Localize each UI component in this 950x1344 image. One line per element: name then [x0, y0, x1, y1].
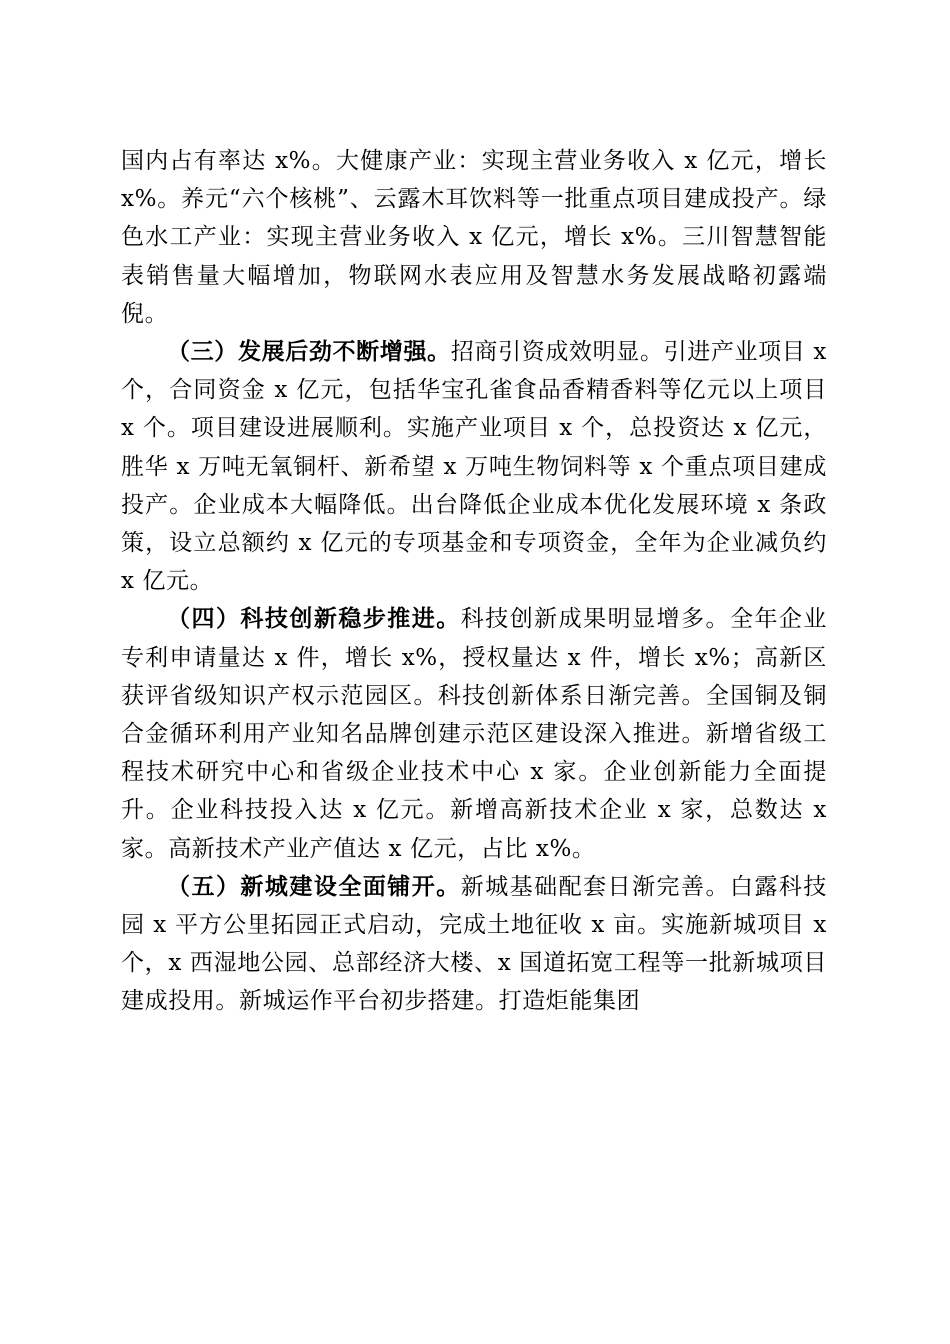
section-heading-5: （五）新城建设全面铺开。 — [167, 872, 461, 900]
paragraph-continued — [121, 142, 827, 333]
section-heading-4: （四）科技创新稳步推进。 — [167, 605, 461, 633]
section-heading-3: （三）发展后劲不断增强。 — [167, 338, 451, 366]
paragraph-text: 招商引资成效明显。引进产业项目 x 个，合同资金 x 亿元，包括华宝孔雀食品香精香料等亿元以上项目 x 个。项目建设进展顺利。实施产业项目 x 个，总投资达 x 亿元，胜华 x 万吨无氧铜杆、新希望 x 万吨生物饲料等 x 个重点项目建成投产。企业成本大幅降低。出台降低企业成本优化发展环境 x 条政策，设立总额约 x 亿元的专项基金和专项资金，全年为企业减负约 x 亿元。 — [121, 339, 827, 595]
paragraph-text: 国内占有率达 x%。大健康产业：实现主营业务收入 x 亿元，增长 x%。养元“六个核桃”、云露木耳饮料等一批重点项目建成投产。绿色水工产业：实现主营业务收入 x 亿元，增长 x%。三川智慧智能表销售量大幅增加，物联网水表应用及智慧水务发展战略初露端倪。 — [121, 148, 827, 327]
paragraph-section-3 — [121, 333, 827, 600]
document-body — [121, 142, 827, 1021]
paragraph-section-4 — [121, 600, 827, 867]
paragraph-section-5 — [121, 868, 827, 1021]
paragraph-text: 新城基础配套日渐完善。白露科技园 x 平方公里拓园正式启动，完成土地征收 x 亩。实施新城项目 x 个，x 西湿地公园、总部经济大楼、x 国道拓宽工程等一批新城项目建成投用。新城运作平台初步搭建。打造炬能集团 — [121, 873, 828, 1015]
paragraph-text: 科技创新成果明显增多。全年企业专利申请量达 x 件，增长 x%，授权量达 x 件，增长 x%；高新区获评省级知识产权示范园区。科技创新体系日渐完善。全国铜及铜合金循环利用产业知名品牌创建示范区建设深入推进。新增省级工程技术研究中心和省级企业技术中心 x 家。企业创新能力全面提升。企业科技投入达 x 亿元。新增高新技术企业 x 家，总数达 x 家。高新技术产业产值达 x 亿元，占比 x%。 — [121, 606, 828, 862]
